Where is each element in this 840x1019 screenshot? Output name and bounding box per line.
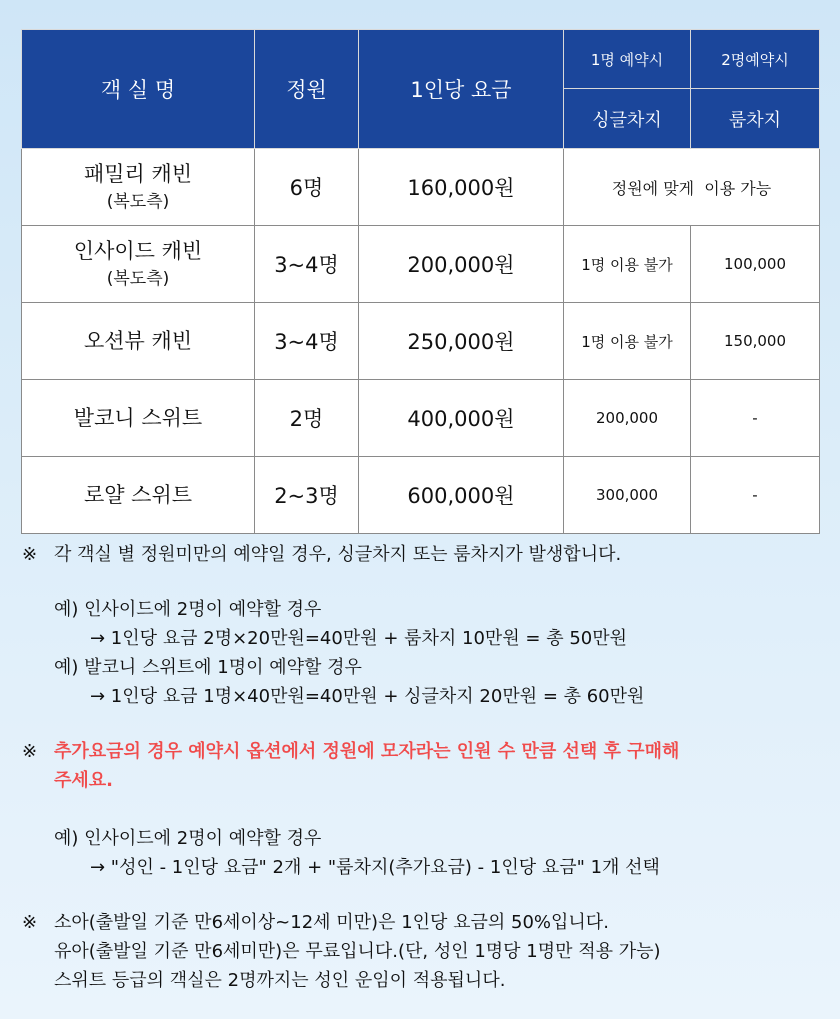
note-mark: ※ [22,741,38,762]
room-location: (복도측) [106,269,170,289]
header-one-person-booking: 1명 예약시 [564,30,691,89]
note-mark: ※ [22,912,38,933]
room-price: 400,000원 [359,380,564,457]
example-calculation: → "성인 - 1인당 요금" 2개 + "룸차지(추가요금) - 1인당 요금" 1개 선택 [90,857,660,878]
example-heading: 예) 인사이드에 2명이 예약할 경우 [54,828,322,849]
room-charge: - [691,457,820,534]
room-name: 인사이드 캐빈 [73,239,203,263]
room-charge: - [691,380,820,457]
table-row [22,457,820,534]
room-name-cell [22,457,255,534]
single-charge: 1명 이용 불가 [564,226,691,303]
room-price: 160,000원 [359,149,564,226]
room-charge: 150,000 [691,303,820,380]
table-row [22,380,820,457]
note-mark: ※ [22,544,38,565]
header-single-charge: 싱글차지 [564,89,691,149]
room-location: (복도측) [106,192,170,212]
table-row [22,149,820,226]
room-capacity: 2~3명 [255,457,359,534]
single-charge: 200,000 [564,380,691,457]
note-child-fares [22,908,822,995]
rate-table [21,29,820,534]
room-name: 오션뷰 캐빈 [83,329,193,353]
note-text: 유아(출발일 기준 만6세미만)은 무료입니다.(단, 성인 1명당 1명만 적용 가능) [54,941,661,962]
room-charge: 100,000 [691,226,820,303]
example-calculation: → 1인당 요금 2명×20만원=40만원 + 룸차지 10만원 = 총 50만원 [90,628,628,649]
header-capacity: 정원 [255,30,359,149]
example-heading: 예) 인사이드에 2명이 예약할 경우 [54,599,322,620]
notes-section [22,540,822,995]
single-charge: 300,000 [564,457,691,534]
table-row [22,303,820,380]
header-two-person-booking: 2명예약시 [691,30,820,89]
merged-charge-note: 정원에 맞게 이용 가능 [564,149,820,226]
room-name: 발코니 스위트 [73,406,203,430]
note-surcharge [22,540,822,569]
note-text: 스위트 등급의 객실은 2명까지는 성인 운임이 적용됩니다. [54,970,506,991]
room-name: 로얄 스위트 [83,483,193,507]
note-text: 소아(출발일 기준 만6세이상~12세 미만)은 1인당 요금의 50%입니다. [54,912,609,933]
room-name: 패밀리 캐빈 [83,162,193,186]
note-text: 각 객실 별 정원미만의 예약일 경우, 싱글차지 또는 룸차지가 발생합니다. [54,544,622,565]
table-row [22,226,820,303]
warning-text: 주세요. [54,770,114,791]
example-heading: 예) 발코니 스위트에 1명이 예약할 경우 [54,657,362,678]
room-price: 250,000원 [359,303,564,380]
room-capacity: 3~4명 [255,226,359,303]
room-price: 200,000원 [359,226,564,303]
room-capacity: 6명 [255,149,359,226]
warning-text: 추가요금의 경우 예약시 옵션에서 정원에 모자라는 인원 수 만큼 선택 후 구매해 [54,741,680,762]
room-capacity: 3~4명 [255,303,359,380]
room-capacity: 2명 [255,380,359,457]
header-room-name: 객 실 명 [22,30,255,149]
room-name-cell [22,303,255,380]
example-calculation: → 1인당 요금 1명×40만원=40만원 + 싱글차지 20만원 = 총 60만원 [90,686,645,707]
room-name-cell [22,149,255,226]
header-room-charge: 룸차지 [691,89,820,149]
room-name-cell [22,380,255,457]
room-price: 600,000원 [359,457,564,534]
single-charge: 1명 이용 불가 [564,303,691,380]
note-extra-fee [22,737,822,795]
header-per-person-price: 1인당 요금 [359,30,564,149]
room-name-cell [22,226,255,303]
